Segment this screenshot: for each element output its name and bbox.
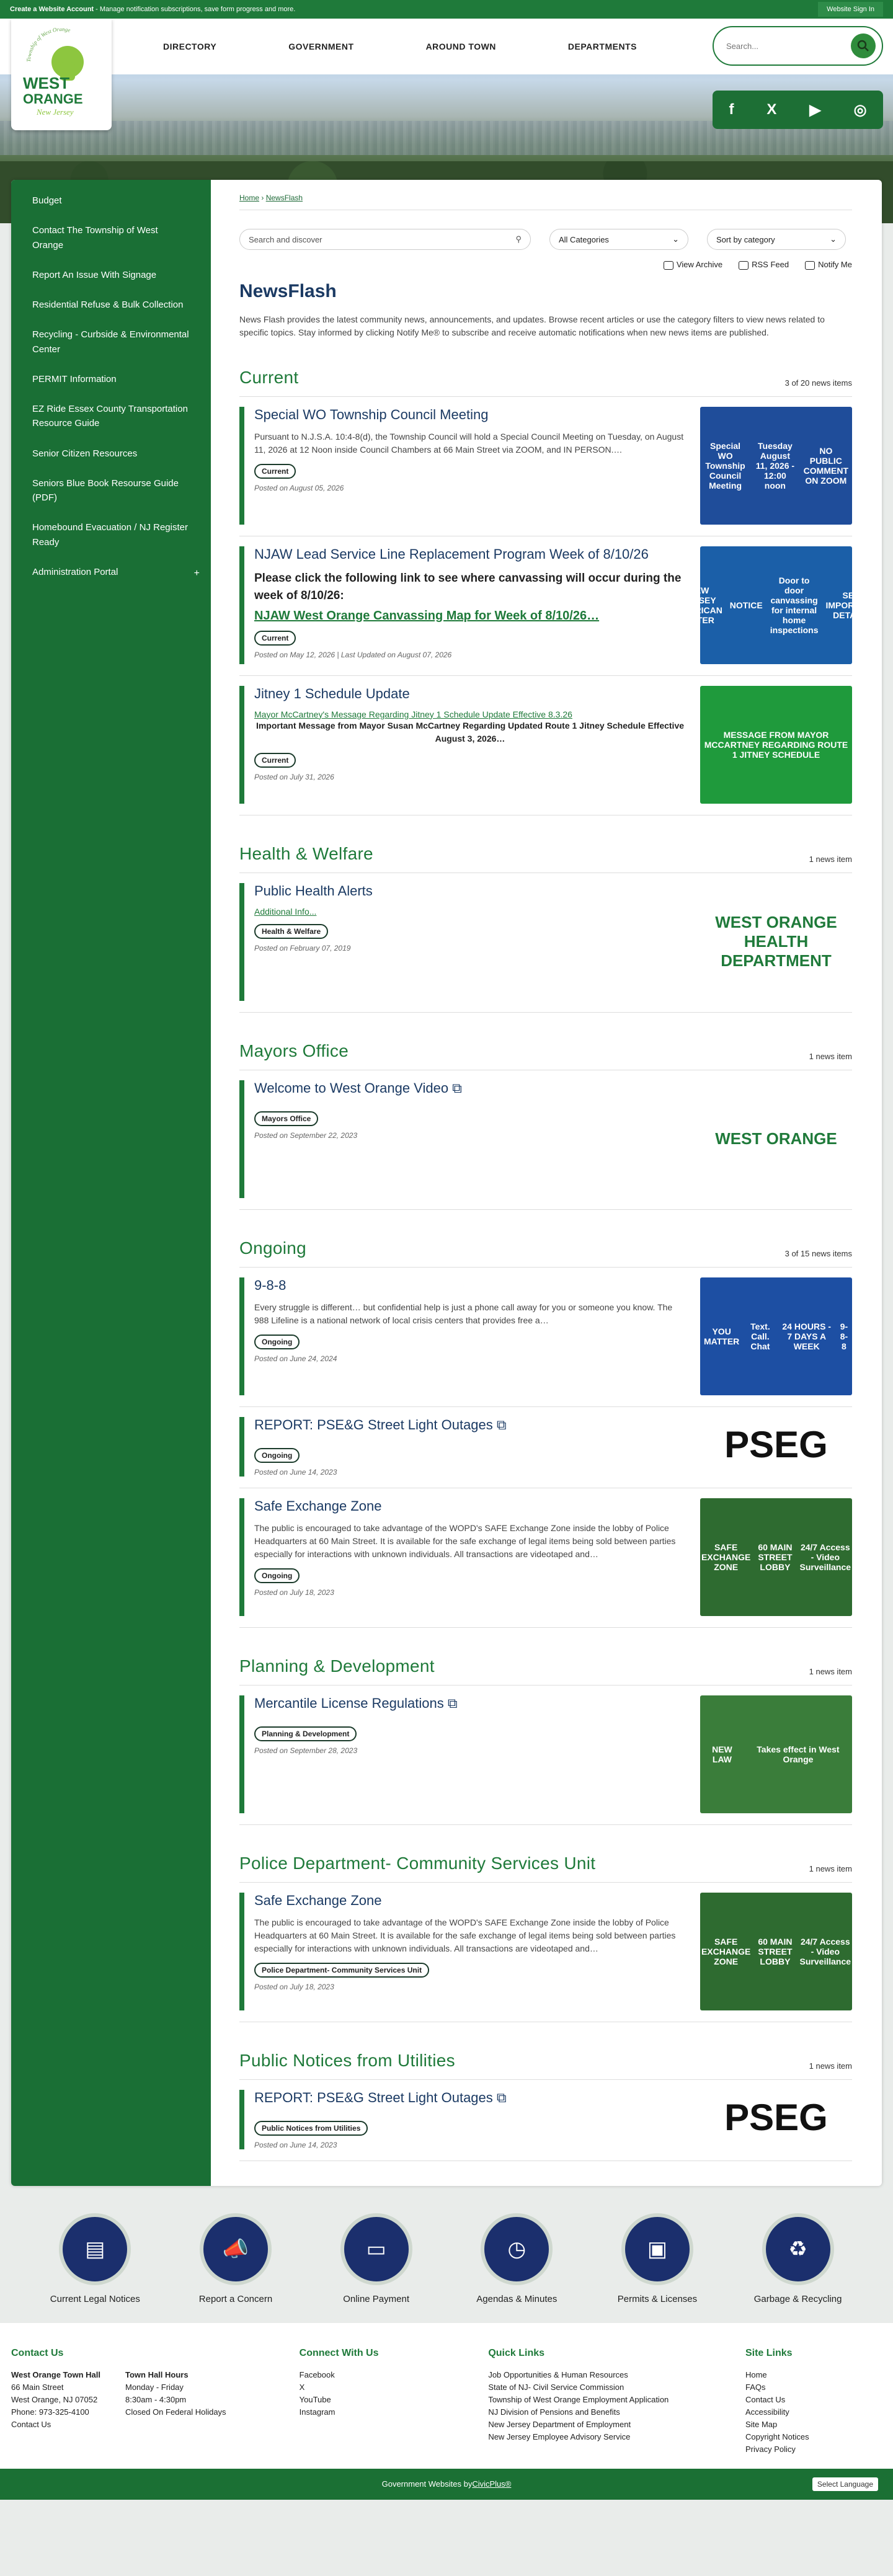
quick-link-report-a-concern[interactable] <box>174 2213 298 2304</box>
category-tag[interactable]: Ongoing <box>254 1448 300 1463</box>
news-category <box>239 1656 852 1825</box>
quick-link-label: Permits & Licenses <box>617 2293 698 2304</box>
account-notice[interactable]: Create a Website Account - Manage notification subscriptions, save form progress and more. <box>10 6 296 13</box>
search-icon: ⚲ <box>515 234 522 244</box>
posted-date: Posted on September 28, 2023 <box>254 1746 358 1755</box>
thumbnail-text: WEST ORANGE HEALTH DEPARTMENT <box>715 913 837 970</box>
chevron-down-icon: ⌄ <box>672 234 679 244</box>
external-link-icon: ⧉ <box>492 2089 507 2105</box>
footer-site-link[interactable]: Copyright Notices <box>745 2432 809 2442</box>
quick-link-garbage-recycling[interactable] <box>736 2213 860 2304</box>
powered-by-text: Government Websites by <box>381 2479 473 2489</box>
sidebar-item[interactable]: Residential Refuse & Bulk Collection <box>32 300 184 310</box>
news-tools <box>239 260 852 270</box>
news-item <box>239 536 877 676</box>
hours-line: Monday - Friday <box>125 2382 184 2392</box>
page-title: NewsFlash <box>239 280 337 301</box>
language-select[interactable]: Select Language <box>812 2477 878 2491</box>
category-header <box>239 1238 852 1268</box>
footer-quick-link[interactable]: New Jersey Department of Employment <box>488 2420 631 2430</box>
news-item <box>239 873 852 1013</box>
category-header <box>239 1656 852 1686</box>
posted-date: Posted on September 22, 2023 <box>254 1130 358 1140</box>
footer-site-link[interactable]: Privacy Policy <box>745 2445 796 2454</box>
thumbnail-text: Door to door canvassing for internal home inspections <box>770 575 819 635</box>
category-title[interactable]: Current <box>239 367 299 387</box>
news-item-title[interactable]: Public Health Alerts <box>254 882 373 899</box>
category-title[interactable]: Public Notices from Utilities <box>239 2050 455 2070</box>
footer-quick-link[interactable]: State of NJ- Civil Service Commission <box>488 2382 624 2392</box>
youtube-icon[interactable]: ▶ <box>809 101 821 118</box>
svg-text:Township of West Orange: Township of West Orange <box>25 28 71 63</box>
online-payment-icon: ▭ <box>340 2213 412 2285</box>
nav-item-around-town[interactable]: AROUND TOWN <box>425 42 496 51</box>
sign-in-button[interactable]: Website Sign In <box>818 2 883 17</box>
plus-icon[interactable]: + <box>193 567 200 579</box>
hours-title: Town Hall Hours <box>125 2369 189 2379</box>
news-item-body <box>239 1893 686 2010</box>
thumbnail-text: 24/7 Access - Video Surveillance <box>799 1936 851 1966</box>
category-tag[interactable]: Current <box>254 753 296 768</box>
news-item-title[interactable]: Safe Exchange Zone <box>254 1498 382 1514</box>
news-item-thumbnail[interactable] <box>700 1277 852 1395</box>
sidebar-item[interactable]: Homebound Evacuation / NJ Register Ready <box>32 522 188 548</box>
posted-date: Posted on May 12, 2026 | Last Updated on August 07, 2026 <box>254 650 452 659</box>
news-item-description: Important Message from Mayor Susan McCartney Regarding Updated Route 1 Jitney Schedule Effective August 3, 2026… <box>255 720 685 744</box>
thumbnail-text: WEST ORANGE <box>715 1129 837 1148</box>
category-count: 1 news item <box>809 1666 852 1676</box>
thumbnail-text: 24 HOURS - 7 DAYS A WEEK <box>782 1321 831 1351</box>
thumbnail-text: 24/7 Access - Video Surveillance <box>799 1542 851 1572</box>
town-hall-line: Contact Us <box>11 2420 51 2430</box>
search-button[interactable] <box>851 33 876 58</box>
news-item-thumbnail[interactable] <box>700 883 852 1001</box>
news-item-title[interactable]: REPORT: PSE&G Street Light Outages ⧉ <box>254 1416 507 1432</box>
category-tag[interactable]: Planning & Development <box>254 1726 357 1741</box>
quick-link-label: Current Legal Notices <box>50 2293 140 2304</box>
news-item-description: Please click the following link to see where canvassing will occur during the week of 8/10/26: <box>254 571 682 603</box>
social-links <box>713 91 883 129</box>
category-title[interactable]: Health & Welfare <box>239 843 373 863</box>
posted-date: Posted on July 18, 2023 <box>254 1588 334 1597</box>
news-item <box>239 397 852 536</box>
news-item-body <box>239 1277 686 1395</box>
thumbnail-text: SAFE EXCHANGE ZONE <box>701 1542 751 1572</box>
category-header <box>239 1854 852 1883</box>
quick-link-label: Garbage & Recycling <box>753 2293 842 2304</box>
news-category <box>239 844 852 1013</box>
social-footer-link[interactable]: Instagram <box>299 2407 335 2417</box>
thumbnail-text: NEW LAW <box>712 1744 732 1764</box>
breadcrumb-home[interactable]: Home <box>239 193 260 202</box>
breadcrumb-current[interactable]: NewsFlash <box>265 193 303 202</box>
civicplus-bar <box>0 2469 893 2500</box>
news-item-link[interactable]: NJAW West Orange Canvassing Map for Week of 8/10/26… <box>254 608 600 623</box>
category-count: 1 news item <box>809 854 852 864</box>
page-intro: News Flash provides the latest community news, announcements, and updates. Browse recent articles or use the category filters to view news related to specific topics. Stay informed by clicking Notify Me® to subscribe and receive automatic notifications when new news items are published. <box>239 314 825 337</box>
social-footer-link[interactable]: YouTube <box>299 2394 331 2404</box>
news-item-description: The public is encouraged to take advantage of the WOPD's SAFE Exchange Zone inside the lobby of Police Headquarters at 60 Main Street. It is available for the safe exchange of legal items being sold between parties especially for interactions with unknown individuals. All transactions are videotaped and… <box>254 1917 676 1953</box>
thumbnail-text: 9-8-8 <box>840 1321 848 1351</box>
news-item-description: The public is encouraged to take advantage of the WOPD's SAFE Exchange Zone inside the lobby of Police Headquarters at 60 Main Street. It is available for the safe exchange of legal items being sold between parties especially for interactions with unknown individuals. All transactions are videotaped and… <box>254 1522 676 1559</box>
category-tag[interactable]: Health & Welfare <box>254 924 328 939</box>
thumbnail-text: Special WO Township Council Meeting <box>705 440 745 491</box>
footer-site-link[interactable]: Home <box>745 2369 767 2379</box>
news-category <box>239 1041 852 1210</box>
news-item <box>239 1488 852 1628</box>
news-item-description: Every struggle is different… but confidential help is just a phone call away for you or someone you know. The 988 Lifeline is a national network of local crisis centers that provides free a… <box>254 1302 673 1325</box>
hours-line: Closed On Federal Holidays <box>125 2407 226 2417</box>
category-tag[interactable]: Ongoing <box>254 1568 300 1583</box>
permits-licenses-icon: ▣ <box>621 2213 693 2285</box>
thumbnail-text: NEW JERSEY AMERICAN WATER <box>675 585 722 625</box>
x-icon[interactable]: X <box>766 101 777 118</box>
news-filters <box>239 229 852 250</box>
breadcrumb-separator: › <box>259 193 266 202</box>
quick-link-online-payment[interactable] <box>314 2213 438 2304</box>
news-item <box>239 1407 852 1488</box>
posted-date: Posted on June 14, 2023 <box>254 2140 337 2149</box>
sidebar-item[interactable]: PERMIT Information <box>32 373 117 384</box>
news-category <box>239 2051 852 2161</box>
category-header <box>239 368 852 397</box>
news-item-thumbnail[interactable] <box>700 2090 852 2146</box>
category-count: 3 of 15 news items <box>784 1248 852 1258</box>
category-header <box>239 1041 852 1070</box>
news-category <box>239 1854 852 2022</box>
posted-date: Posted on July 31, 2026 <box>254 772 334 781</box>
news-item-title[interactable]: REPORT: PSE&G Street Light Outages ⧉ <box>254 2089 507 2105</box>
category-title[interactable]: Ongoing <box>239 1238 306 1258</box>
posted-date: Posted on February 07, 2019 <box>254 943 351 953</box>
sidebar-item[interactable]: Report An Issue With Signage <box>32 269 157 280</box>
posted-date: Posted on July 18, 2023 <box>254 1982 334 1991</box>
town-hall-title: West Orange Town Hall <box>11 2369 100 2379</box>
news-item-body <box>239 1498 686 1616</box>
sort-select[interactable]: Sort by category ⌄ <box>707 229 846 250</box>
news-item-title[interactable]: NJAW Lead Service Line Replacement Program Week of 8/10/26 <box>254 546 649 562</box>
thumbnail-text: Tuesday August 11, 2026 - 12:00 noon <box>755 440 795 491</box>
news-item-body <box>239 686 686 804</box>
footer-contact <box>11 2348 272 2456</box>
footer-quick-link[interactable]: Township of West Orange Employment Application <box>488 2394 669 2404</box>
footer-site-link[interactable]: FAQs <box>745 2382 766 2392</box>
thumbnail-text: MESSAGE FROM MAYOR MCCARTNEY REGARDING ROUTE 1 JITNEY SCHEDULE <box>704 729 848 760</box>
township-logo[interactable] <box>11 19 112 130</box>
news-item-body <box>239 546 686 664</box>
thumbnail-text: 60 MAIN STREET LOBBY <box>758 1936 793 1966</box>
quick-link-current-legal-notices[interactable] <box>33 2213 157 2304</box>
category-count: 1 news item <box>809 1051 852 1061</box>
notify-me-icon <box>805 261 815 270</box>
quick-link-permits-licenses[interactable] <box>595 2213 719 2304</box>
search-input[interactable] <box>726 42 851 51</box>
main-content <box>211 180 882 2186</box>
news-item-description: Pursuant to N.J.S.A. 10:4-8(d), the Township Council will hold a Special Council Meeting on Tuesday, on August 11, 2026 at 12 Noon inside Council Chambers at 66 Main Street via ZOOM, and IN PERSON.… <box>254 431 684 455</box>
news-item <box>239 676 852 815</box>
view-archive-icon <box>664 261 673 270</box>
category-title[interactable]: Mayors Office <box>239 1041 349 1060</box>
footer-site-link[interactable]: Contact Us <box>745 2394 786 2404</box>
site-links-title: Site Links <box>745 2347 793 2358</box>
news-item-body <box>239 1080 686 1198</box>
svg-text:New Jersey: New Jersey <box>37 107 74 117</box>
social-footer-link[interactable]: X <box>299 2382 305 2392</box>
thumbnail-text: SEE IMPORTANT DETAILS <box>825 590 877 620</box>
news-item <box>239 1268 852 1407</box>
footer-site-link[interactable]: Accessibility <box>745 2407 789 2417</box>
sidebar-item[interactable]: EZ Ride Essex County Transportation Resource Guide <box>32 404 188 429</box>
current-legal-notices-icon: ▤ <box>59 2213 131 2285</box>
nav-item-government[interactable]: GOVERNMENT <box>288 42 354 51</box>
footer-site-link[interactable]: Site Map <box>745 2420 778 2430</box>
hours-line: 8:30am - 4:30pm <box>125 2394 187 2404</box>
category-tag[interactable]: Current <box>254 631 296 646</box>
thumbnail-text: PSEG <box>724 2097 828 2139</box>
search-icon <box>857 40 869 52</box>
quick-link-label: Online Payment <box>343 2293 409 2304</box>
thumbnail-text: SAFE EXCHANGE ZONE <box>701 1936 751 1966</box>
posted-date: Posted on June 14, 2023 <box>254 1467 337 1477</box>
news-item-thumbnail[interactable] <box>675 546 877 664</box>
news-item-body <box>239 1695 686 1813</box>
thumbnail-text: NOTICE <box>729 600 763 610</box>
category-header <box>239 2051 852 2080</box>
connect-title: Connect With Us <box>299 2347 379 2358</box>
svg-text:WEST: WEST <box>23 74 70 92</box>
logo-graphic <box>18 28 105 121</box>
news-category <box>239 367 877 815</box>
rss-feed-icon <box>739 261 749 270</box>
news-item-thumbnail[interactable] <box>700 1695 852 1813</box>
content-wrapper <box>11 180 882 2186</box>
external-link-icon: ⧉ <box>443 1695 458 1711</box>
external-link-icon: ⧉ <box>448 1080 462 1096</box>
news-categories <box>239 367 877 2161</box>
site-search <box>713 26 883 66</box>
category-title[interactable]: Police Department- Community Services Unit <box>239 1853 596 1873</box>
sidebar-item[interactable]: Seniors Blue Book Resourse Guide (PDF) <box>32 477 179 503</box>
footer-quick-link[interactable]: NJ Division of Pensions and Benefits <box>488 2407 620 2417</box>
social-footer-link[interactable]: Facebook <box>299 2369 335 2379</box>
news-item-thumbnail[interactable] <box>700 407 852 525</box>
news-item-body <box>239 1417 686 1477</box>
footer-site-links <box>745 2348 882 2456</box>
news-item-title[interactable]: Mercantile License Regulations ⧉ <box>254 1695 458 1711</box>
category-count: 1 news item <box>809 2061 852 2071</box>
footer-quick-link[interactable]: New Jersey Employee Advisory Service <box>488 2432 631 2442</box>
tool-notify-me[interactable]: Notify Me <box>805 260 852 270</box>
category-tag[interactable]: Mayors Office <box>254 1111 318 1126</box>
news-item-title[interactable]: 9-8-8 <box>254 1277 287 1293</box>
town-hall-line: West Orange, NJ 07052 <box>11 2394 98 2404</box>
footer-quick-link[interactable]: Job Opportunities & Human Resources <box>488 2369 628 2379</box>
category-tag[interactable]: Ongoing <box>254 1335 300 1349</box>
quick-links-bar <box>0 2186 893 2323</box>
category-count: 1 news item <box>809 1863 852 1873</box>
footer-contact-title: Contact Us <box>11 2347 64 2358</box>
news-search-input[interactable]: Search and discover ⚲ <box>239 229 531 250</box>
news-item-thumbnail[interactable] <box>700 1080 852 1198</box>
footer-quick-links <box>488 2348 718 2456</box>
category-count: 3 of 20 news items <box>784 378 852 388</box>
facebook-icon[interactable]: f <box>729 101 734 118</box>
news-item-title[interactable]: Safe Exchange Zone <box>254 1892 382 1908</box>
town-hall-line: 66 Main Street <box>11 2382 64 2392</box>
news-item-title[interactable]: Welcome to West Orange Video ⧉ <box>254 1080 462 1096</box>
news-item-body <box>239 407 686 525</box>
top-notification-bar <box>0 0 893 19</box>
footer-connect <box>300 2348 461 2456</box>
town-hall-line: Phone: 973-325-4100 <box>11 2407 89 2417</box>
sidebar-item[interactable]: Budget <box>32 195 62 206</box>
thumbnail-text: YOU MATTER <box>704 1326 740 1346</box>
news-category <box>239 1238 852 1628</box>
category-title[interactable]: Planning & Development <box>239 1656 435 1676</box>
site-footer <box>0 2323 893 2469</box>
sidebar-item[interactable]: Contact The Township of West Orange <box>32 225 158 251</box>
posted-date: Posted on August 05, 2026 <box>254 483 344 492</box>
svg-text:ORANGE: ORANGE <box>23 91 83 107</box>
news-item-body <box>239 883 686 1001</box>
posted-date: Posted on June 24, 2024 <box>254 1354 337 1363</box>
category-header <box>239 844 852 873</box>
quick-links-title: Quick Links <box>488 2347 545 2358</box>
sidebar-navigation <box>11 180 211 2186</box>
category-tag[interactable]: Current <box>254 464 296 479</box>
breadcrumb <box>239 193 852 210</box>
thumbnail-text: Takes effect in West Orange <box>757 1744 840 1764</box>
quick-link-label: Agendas & Minutes <box>476 2293 558 2304</box>
category-tag[interactable]: Public Notices from Utilities <box>254 2121 368 2136</box>
civicplus-link[interactable]: CivicPlus® <box>472 2479 512 2489</box>
news-item-link[interactable]: Additional Info... <box>254 906 317 917</box>
news-item-thumbnail[interactable] <box>700 1893 852 2010</box>
news-item-title[interactable]: Jitney 1 Schedule Update <box>254 685 410 701</box>
news-item <box>239 1070 852 1210</box>
news-item-thumbnail[interactable] <box>700 1417 852 1473</box>
sidebar-item[interactable]: Senior Citizen Resources <box>32 448 138 459</box>
sidebar-item[interactable]: Recycling - Curbside & Environmental Center <box>32 329 189 355</box>
instagram-icon[interactable]: ◎ <box>853 101 867 118</box>
news-item-body <box>239 2090 686 2149</box>
tool-rss-feed[interactable]: RSS Feed <box>739 260 789 270</box>
agendas-minutes-icon: ◷ <box>481 2213 553 2285</box>
thumbnail-text: Text. Call. Chat <box>750 1321 770 1351</box>
tool-view-archive[interactable]: View Archive <box>664 260 722 270</box>
news-item <box>239 1883 852 2022</box>
category-select[interactable]: All Categories ⌄ <box>549 229 688 250</box>
news-item-thumbnail[interactable] <box>700 686 852 804</box>
thumbnail-text: 60 MAIN STREET LOBBY <box>758 1542 793 1572</box>
quick-link-agendas-minutes[interactable] <box>455 2213 579 2304</box>
quick-link-label: Report a Concern <box>198 2293 273 2304</box>
report-a-concern-icon: 📣 <box>200 2213 272 2285</box>
external-link-icon: ⧉ <box>492 1416 507 1432</box>
chevron-down-icon: ⌄ <box>830 234 837 244</box>
nav-item-departments[interactable]: DEPARTMENTS <box>567 42 637 51</box>
news-item-thumbnail[interactable] <box>700 1498 852 1616</box>
news-item <box>239 2080 852 2161</box>
thumbnail-text: NO PUBLIC COMMENT ON ZOOM <box>803 445 848 486</box>
category-tag[interactable]: Police Department- Community Services Unit <box>254 1963 429 1978</box>
nav-item-directory[interactable]: DIRECTORY <box>163 42 217 51</box>
sidebar-item[interactable]: Administration Portal + <box>11 557 211 587</box>
news-item-title[interactable]: Special WO Township Council Meeting <box>254 406 489 422</box>
thumbnail-text: PSEG <box>724 1424 828 1466</box>
news-item <box>239 1686 852 1825</box>
garbage-recycling-icon: ♻ <box>762 2213 834 2285</box>
news-item-link[interactable]: Mayor McCartney's Message Regarding Jitney 1 Schedule Update Effective 8.3.26 <box>254 709 572 719</box>
